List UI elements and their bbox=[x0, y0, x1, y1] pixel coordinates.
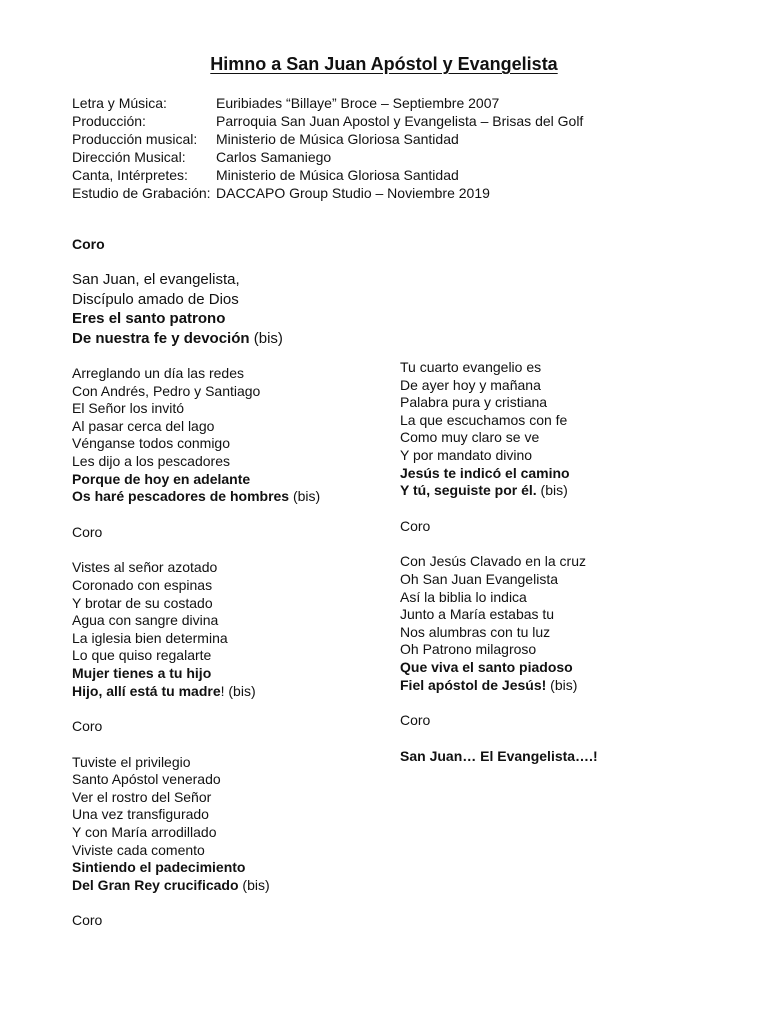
page-title: Himno a San Juan Apóstol y Evangelista bbox=[210, 54, 558, 74]
verse-5 bbox=[400, 553, 598, 694]
chorus-line bbox=[72, 329, 283, 349]
verse-line: Oh San Juan Evangelista bbox=[400, 570, 558, 587]
verse-line: Coronado con espinas bbox=[72, 576, 213, 593]
verse-line: Una vez transfigurado bbox=[72, 806, 209, 823]
bis-suffix: (bis) bbox=[249, 329, 283, 347]
coro-label: Coro bbox=[400, 712, 431, 729]
verse-line: Ver el rostro del Señor bbox=[72, 788, 212, 805]
credit-label: Letra y Música: bbox=[72, 95, 167, 111]
verse-line: Con Andrés, Pedro y Santiago bbox=[72, 382, 261, 399]
credit-value: Ministerio de Música Gloriosa Santidad bbox=[216, 167, 459, 183]
credit-row-production bbox=[72, 112, 583, 130]
bis-suffix: (bis) bbox=[238, 876, 270, 893]
verse-line: Al pasar cerca del lago bbox=[72, 417, 215, 434]
credit-value: Euribiades “Billaye” Broce – Septiembre 2007 bbox=[216, 95, 500, 111]
coro-label: Coro bbox=[72, 912, 103, 929]
verse-line: Así la biblia lo indica bbox=[400, 588, 527, 605]
chorus-line-bold: De nuestra fe y devoción bbox=[72, 329, 250, 347]
bis-suffix: (bis) bbox=[536, 482, 568, 499]
credit-label: Estudio de Grabación: bbox=[72, 185, 211, 201]
bis-suffix: (bis) bbox=[289, 488, 321, 505]
verse-line bbox=[400, 677, 598, 695]
coro-label: Coro bbox=[72, 718, 103, 735]
verse-line: El Señor los invitó bbox=[72, 400, 185, 417]
verse-line-bold: Fiel apóstol de Jesús! bbox=[400, 676, 547, 693]
chorus-line: San Juan, el evangelista, bbox=[72, 271, 240, 288]
verse-line: Jesús te indicó el camino bbox=[400, 464, 570, 481]
verse-line: Viviste cada comento bbox=[72, 841, 205, 858]
credit-value: DACCAPO Group Studio – Noviembre 2019 bbox=[216, 185, 490, 201]
verse-1 bbox=[72, 365, 320, 506]
verse-line: Y por mandato divino bbox=[400, 446, 533, 463]
verse-line: Y brotar de su costado bbox=[72, 594, 213, 611]
verse-line-bold: Os haré pescadores de hombres bbox=[72, 488, 290, 505]
closing-line: San Juan… El Evangelista….! bbox=[400, 747, 598, 764]
credits-block bbox=[72, 94, 583, 202]
verse-line: Porque de hoy en adelante bbox=[72, 470, 251, 487]
verse-line: La iglesia bien determina bbox=[72, 629, 228, 646]
credit-label: Producción musical: bbox=[72, 131, 198, 147]
verse-line: Santo Apóstol venerado bbox=[72, 771, 221, 788]
credit-row-musical-direction bbox=[72, 148, 583, 166]
verse-line: Palabra pura y cristiana bbox=[400, 394, 548, 411]
verse-line: La que escuchamos con fe bbox=[400, 411, 568, 428]
credit-label: Canta, Intérpretes: bbox=[72, 167, 188, 183]
verse-line: Tuviste el privilegio bbox=[72, 753, 191, 770]
credit-row-studio bbox=[72, 184, 583, 202]
verse-line: Mujer tienes a tu hijo bbox=[72, 664, 212, 681]
credit-label: Dirección Musical: bbox=[72, 149, 186, 165]
verse-4 bbox=[400, 359, 598, 500]
credit-row-lyrics bbox=[72, 94, 583, 112]
verse-2 bbox=[72, 559, 320, 700]
verse-line: Junto a María estabas tu bbox=[400, 606, 555, 623]
verse-line-bold: Hijo, allí está tu madre bbox=[72, 682, 221, 699]
verse-line: Con Jesús Clavado en la cruz bbox=[400, 553, 586, 570]
verse-line-bold: Y tú, seguiste por él. bbox=[400, 482, 537, 499]
verse-line: De ayer hoy y mañana bbox=[400, 376, 541, 393]
credit-row-musical-production bbox=[72, 130, 583, 148]
right-column bbox=[400, 359, 598, 765]
verse-line bbox=[72, 488, 320, 506]
verse-line: Como muy claro se ve bbox=[400, 429, 540, 446]
verse-3 bbox=[72, 754, 320, 895]
verse-line: Arreglando un día las redes bbox=[72, 365, 244, 381]
verse-line: Agua con sangre divina bbox=[72, 612, 219, 629]
bis-suffix: (bis) bbox=[546, 676, 578, 693]
verse-line: Que viva el santo piadoso bbox=[400, 658, 573, 675]
left-column bbox=[72, 365, 320, 930]
verse-line: Vistes al señor azotado bbox=[72, 559, 218, 576]
chorus-line: Eres el santo patrono bbox=[72, 310, 226, 327]
credit-value: Ministerio de Música Gloriosa Santidad bbox=[216, 131, 459, 147]
chorus-line: Discípulo amado de Dios bbox=[72, 290, 239, 308]
credit-row-performers bbox=[72, 166, 583, 184]
coro-label: Coro bbox=[72, 523, 103, 540]
verse-line: Y con María arrodillado bbox=[72, 824, 217, 841]
chorus-block bbox=[72, 270, 283, 348]
chorus-heading: Coro bbox=[72, 236, 105, 252]
verse-line: Oh Patrono milagroso bbox=[400, 641, 537, 658]
verse-line bbox=[72, 683, 320, 701]
verse-line bbox=[400, 482, 598, 500]
verse-line-bold: Del Gran Rey crucificado bbox=[72, 876, 239, 893]
verse-line: Nos alumbras con tu luz bbox=[400, 623, 551, 640]
credit-label: Producción: bbox=[72, 113, 146, 129]
coro-label: Coro bbox=[400, 517, 431, 534]
verse-line bbox=[72, 877, 320, 895]
credit-value: Parroquia San Juan Apostol y Evangelista – Brisas del Golf bbox=[216, 113, 584, 129]
bis-suffix: ! (bis) bbox=[220, 682, 256, 699]
verse-line: Les dijo a los pescadores bbox=[72, 452, 230, 469]
verse-line: Tu cuarto evangelio es bbox=[400, 359, 542, 375]
credit-value: Carlos Samaniego bbox=[216, 149, 332, 165]
verse-line: Sintiendo el padecimiento bbox=[72, 859, 246, 876]
verse-line: Lo que quiso regalarte bbox=[72, 647, 212, 664]
verse-line: Vénganse todos conmigo bbox=[72, 435, 230, 452]
